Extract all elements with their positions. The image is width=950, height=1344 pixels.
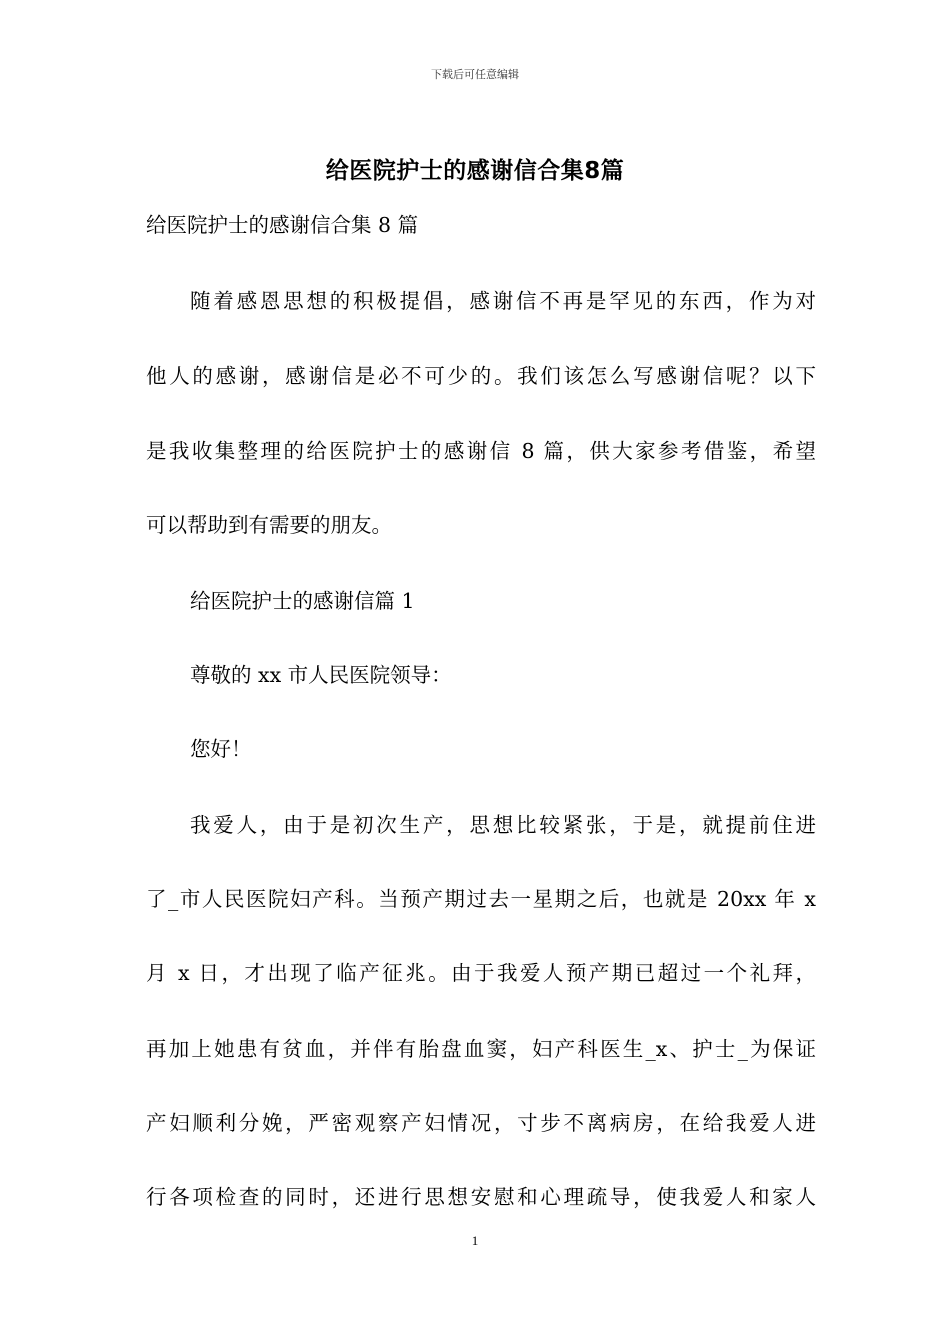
section-heading: 给医院护士的感谢信篇 1 xyxy=(190,589,415,613)
body-line-6: 行各项检查的同时，还进行思想安慰和心理疏导，使我爱人和家人 xyxy=(146,1185,816,1209)
body-line-3: 月 x 日，才出现了临产征兆。由于我爱人预产期已超过一个礼拜， xyxy=(146,961,816,985)
body-line-2: 了_市人民医院妇产科。当预产期过去一星期之后，也就是 20xx 年 x xyxy=(146,887,816,911)
page-header-note: 下载后可任意编辑 xyxy=(431,68,519,81)
intro-line-1: 随着感恩思想的积极提倡，感谢信不再是罕见的东西，作为对 xyxy=(190,289,816,313)
intro-line-4: 可以帮助到有需要的朋友。 xyxy=(146,513,392,537)
intro-line-2: 他人的感谢，感谢信是必不可少的。我们该怎么写感谢信呢？以下 xyxy=(146,364,816,388)
document-subtitle: 给医院护士的感谢信合集 8 篇 xyxy=(146,213,419,237)
body-line-1: 我爱人，由于是初次生产，思想比较紧张，于是，就提前住进 xyxy=(190,813,816,837)
document-title: 给医院护士的感谢信合集8篇 xyxy=(325,158,625,184)
body-line-5: 产妇顺利分娩，严密观察产妇情况，寸步不离病房，在给我爱人进 xyxy=(146,1111,816,1135)
letter-greeting: 您好！ xyxy=(190,737,252,761)
intro-line-3: 是我收集整理的给医院护士的感谢信 8 篇，供大家参考借鉴，希望 xyxy=(146,439,816,463)
body-line-4: 再加上她患有贫血，并伴有胎盘血窦，妇产科医生_x、护士_为保证 xyxy=(146,1037,816,1061)
page-number: 1 xyxy=(471,1233,479,1248)
letter-salutation: 尊敬的 xx 市人民医院领导： xyxy=(190,663,452,687)
